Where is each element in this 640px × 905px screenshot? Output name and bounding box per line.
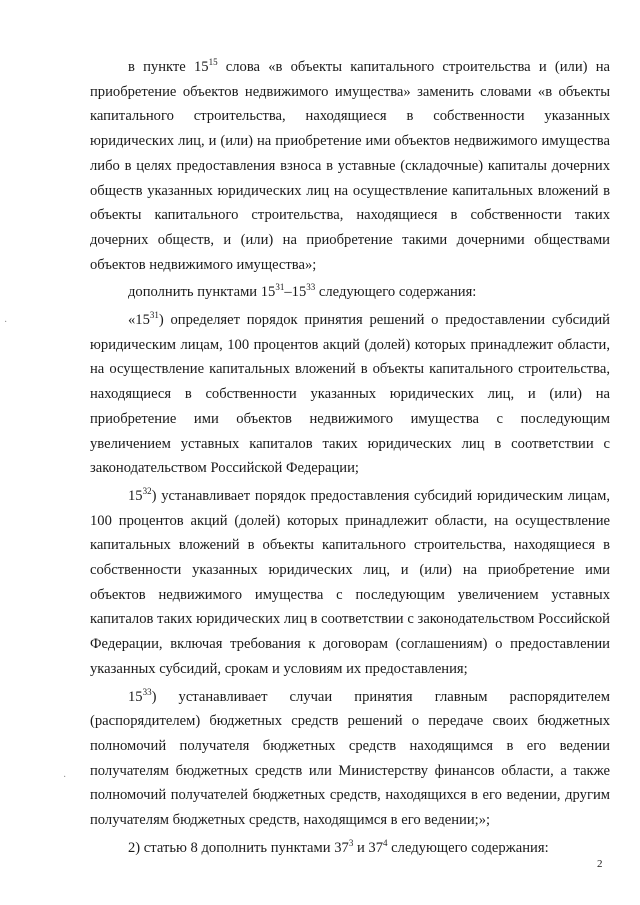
paragraph-text: 2) статью 8 дополнить пунктами 37 bbox=[128, 839, 349, 856]
document-body bbox=[90, 55, 610, 864]
paragraph-text: дополнить пунктами 15 bbox=[128, 284, 276, 301]
paragraph-text: следующего содержания: bbox=[315, 284, 477, 301]
superscript: 15 bbox=[208, 57, 218, 67]
superscript: 33 bbox=[306, 282, 316, 293]
scan-mark: · bbox=[4, 317, 8, 328]
paragraph bbox=[90, 836, 610, 861]
paragraph-text: слова «в объекты капитального строительства и (или) на приобретение объектов недвижимого имущества» заменить словами «в объекты капитального строительства, находящиеся в собственности указанных юридических лиц, и (или) на приобретение ими объектов недвижимого имущества либо в целях предоставления взноса в уставные (складочные) капиталы дочерних обществ указанных юридических лиц на осуществление капитальных вложений в объекты капитального строительства, находящиеся в собственности таких дочерних обществ, и (или) на приобретение такими дочерними обществами объектов недвижимого имущества»; bbox=[90, 59, 611, 273]
superscript: 32 bbox=[142, 485, 152, 496]
superscript: 3 bbox=[348, 837, 354, 848]
paragraph bbox=[90, 308, 610, 481]
paragraph-text: ) устанавливает случаи принятия главным распорядителем (распорядителем) бюджетных средств решений о передаче своих бюджетных полномочий получателя бюджетных средств находящимся в его ведении получателям бюджетных средств или Министерству финансов области, а также полномочий получателей бюджетных средств, находящихся в его ведении, другим получателям бюджетных средств, находящимся в его ведении;»; bbox=[90, 688, 610, 829]
paragraph-text: в пункте 15 bbox=[128, 59, 209, 75]
superscript: 31 bbox=[149, 310, 159, 321]
superscript: 33 bbox=[142, 686, 152, 697]
paragraph bbox=[90, 685, 610, 833]
paragraph-text: следующего содержания: bbox=[387, 839, 549, 856]
paragraph bbox=[90, 55, 610, 277]
paragraph-text: –15 bbox=[284, 284, 307, 301]
paragraph-text: и 37 bbox=[353, 839, 384, 856]
scan-mark: · bbox=[63, 772, 67, 783]
paragraph bbox=[90, 484, 610, 682]
superscript: 31 bbox=[275, 282, 285, 293]
paragraph-text: 15 bbox=[128, 688, 143, 705]
page-number: 2 bbox=[597, 858, 603, 870]
paragraph-text: ) устанавливает порядок предоставления субсидий юридическим лицам, 100 процентов акций (долей) которых принадлежит области, на осуществление капитальных вложений в объекты капитального строительства, находящиеся в собственности указанных юридических лиц, и (или) на приобретение ими объектов недвижимого имущества с последующим увеличением уставных капиталов таких юридических лиц в соответствии с законодательством Российской Федерации, включая требования к договорам (соглашениям) о предоставлении указанных субсидий, срокам и условиям их предоставления; bbox=[90, 487, 610, 677]
paragraph bbox=[90, 280, 610, 305]
paragraph-text: «15 bbox=[128, 312, 150, 329]
paragraph-text: 15 bbox=[128, 487, 143, 504]
superscript: 4 bbox=[383, 837, 388, 848]
paragraph-text: ) определяет порядок принятия решений о предоставлении субсидий юридическим лицам, 100 процентов акций (долей) которых принадлежит области, на осуществление капитальных вложений в объекты капитального строительства, находящиеся в собственности указанных юридических лиц, и (или) на приобретение ими объектов недвижимого имущества с последующим увеличением уставных капиталов таких юридических лиц в соответствии с законодательством Российской Федерации; bbox=[90, 312, 610, 477]
